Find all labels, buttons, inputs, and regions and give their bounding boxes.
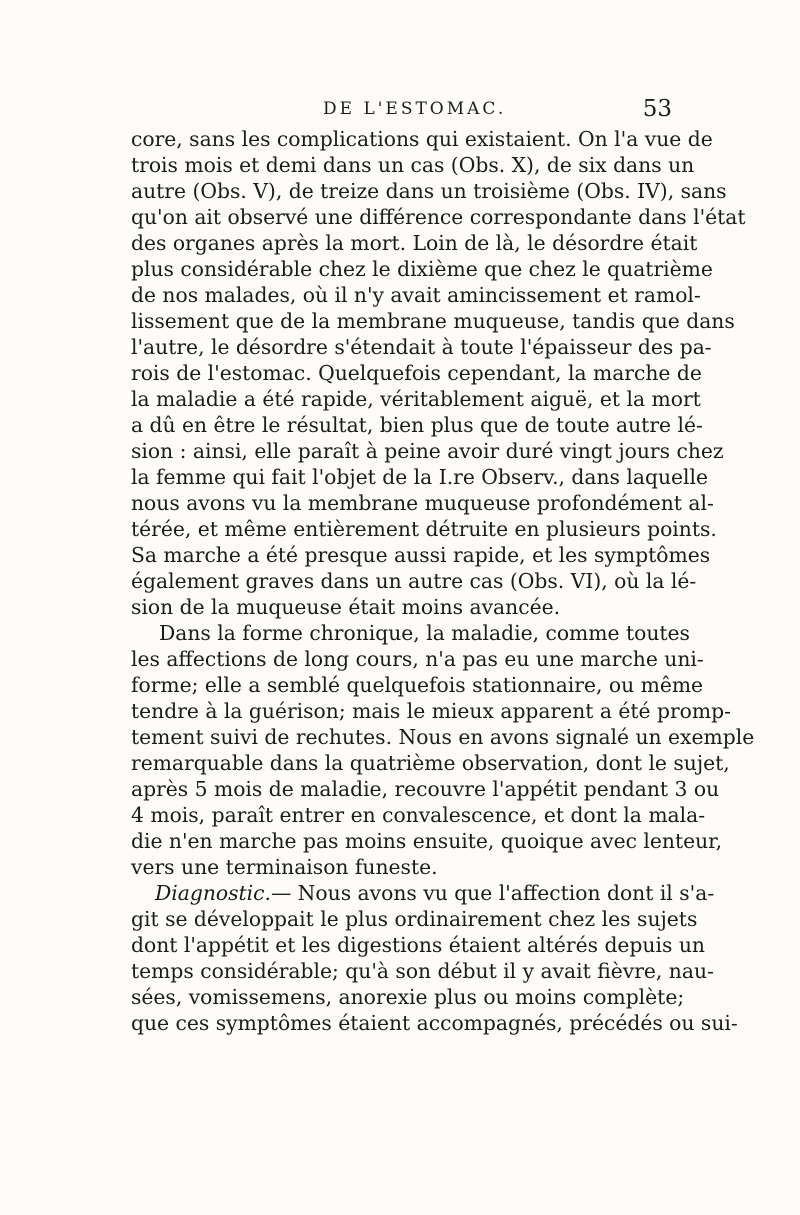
text-line: tendre à la guérison; mais le mieux apparent a été promp- [131,699,731,723]
text-line: die n'en marche pas moins ensuite, quoique avec lenteur, [131,829,723,853]
paragraph-start-line [131,880,715,906]
text-line: également graves dans un autre cas (Obs. VI), où la lé- [131,569,697,593]
text-line: sion : ainsi, elle paraît à peine avoir duré vingt jours chez [131,439,724,463]
paragraph-start-line: Dans la forme chronique, la maladie, comme toutes [159,621,690,645]
text-line: remarquable dans la quatrième observation, dont le sujet, [131,751,730,775]
text-line: sées, vomissemens, anorexie plus ou moins complète; [131,985,685,1009]
text-line: rois de l'estomac. Quelquefois cependant, la marche de [131,361,702,385]
text-line: forme; elle a semblé quelquefois stationnaire, ou même [131,673,704,697]
text-line: des organes après la mort. Loin de là, le désordre était [131,231,698,255]
text-line: core, sans les complications qui existaient. On l'a vue de [131,127,713,151]
text-line: vers une terminaison funeste. [131,855,438,879]
text-line: 4 mois, paraît entrer en convalescence, et dont la mala- [131,803,706,827]
text-line: a dû en être le résultat, bien plus que de toute autre lé- [131,413,703,437]
text-line: après 5 mois de maladie, recouvre l'appétit pendant 3 ou [131,777,720,801]
text-line: trois mois et demi dans un cas (Obs. X), de six dans un [131,153,695,177]
page-number: 53 [642,96,672,122]
text-line: plus considérable chez le dixième que chez le quatrième [131,257,713,281]
page-header [131,96,672,126]
text-line: nous avons vu la membrane muqueuse profondément al- [131,491,714,515]
text-line: Sa marche a été presque aussi rapide, et les symptômes [131,543,711,567]
text-line: temps considérable; qu'à son début il y avait fièvre, nau- [131,959,714,983]
text-line: l'autre, le désordre s'étendait à toute l'épaisseur des pa- [131,335,712,359]
text-line: de nos malades, où il n'y avait amincissement et ramol- [131,283,701,307]
text-line: dont l'appétit et les digestions étaient altérés depuis un [131,933,705,957]
text-line: les affections de long cours, n'a pas eu une marche uni- [131,647,704,671]
running-head: DE L'ESTOMAC. [323,99,507,119]
page-body [131,126,755,1036]
text-line: sion de la muqueuse était moins avancée. [131,595,561,619]
text-line: qu'on ait observé une différence correspondante dans l'état [131,205,746,229]
text-line: la maladie a été rapide, véritablement aiguë, et la mort [131,387,701,411]
diagnostic-heading: Diagnostic. [155,881,271,905]
text-line: lissement que de la membrane muqueuse, tandis que dans [131,309,735,333]
text-line: térée, et même entièrement détruite en plusieurs points. [131,517,717,541]
text-line: la femme qui fait l'objet de la I.re Observ., dans laquelle [131,465,709,489]
text-line: que ces symptômes étaient accompagnés, précédés ou sui- [131,1011,738,1035]
text-line: autre (Obs. V), de treize dans un troisième (Obs. IV), sans [131,179,727,203]
text-line: git se développait le plus ordinairement chez les sujets [131,907,698,931]
text-fragment: — Nous avons vu que l'affection dont il s'a- [270,881,715,905]
text-line: tement suivi de rechutes. Nous en avons signalé un exemple [131,725,755,749]
